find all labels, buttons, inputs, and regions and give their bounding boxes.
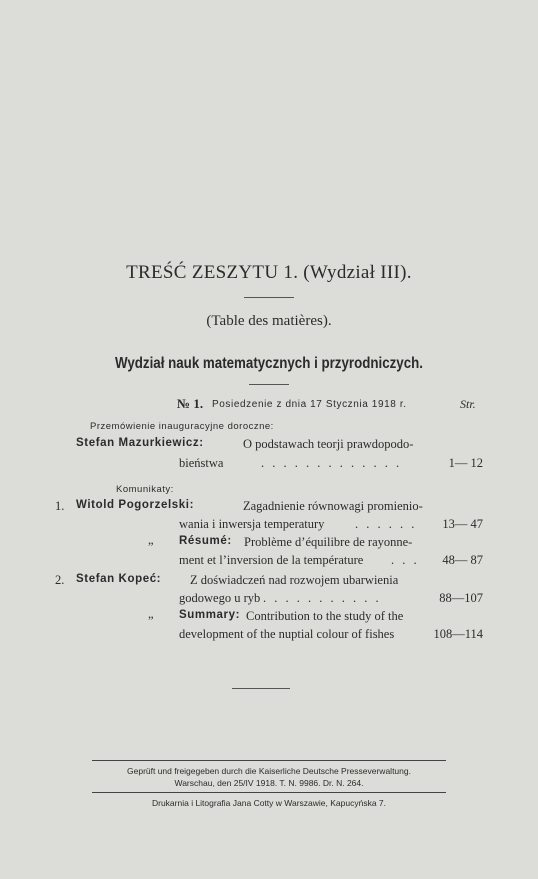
page-range: 48— 87 <box>442 553 483 567</box>
page-title: TREŚĆ ZESZYTU 1. (Wydział III). <box>126 262 412 283</box>
summary-line2: development of the nuptial colour of fishes <box>179 627 395 641</box>
leader-dots: . . . . . . . . . . . <box>263 591 382 605</box>
item-number: 1. <box>55 499 65 513</box>
page-range: 88—107 <box>439 591 483 605</box>
page-column-header: Str. <box>460 397 476 411</box>
page-range: 1— 12 <box>448 456 483 470</box>
summary-line1: Problème d’équilibre de rayonne- <box>244 535 413 549</box>
summary-line1: Contribution to the study of the <box>246 609 404 623</box>
communications-label: Komunikaty: <box>116 484 174 495</box>
leader-dots: . . . . . . . . . . . . . <box>261 456 402 470</box>
item-number: 2. <box>55 573 65 587</box>
section-divider <box>249 384 289 385</box>
footer-mid-rule <box>92 792 446 793</box>
inaugural-author: Stefan Mazurkiewicz: <box>76 437 204 449</box>
censorship-note: Geprüft und freigegeben durch die Kaiserliche Deutsche Presseverwaltung. <box>127 766 411 776</box>
leader-dots: . . . <box>391 553 420 567</box>
item-title-line2: wania i inwersja temperatury <box>179 517 325 531</box>
censorship-details: Warschau, den 25/IV 1918. T. N. 9986. Dr. N. 264. <box>174 778 364 788</box>
inaugural-label: Przemówienie inauguracyjne doroczne: <box>90 421 274 432</box>
summary-line2: ment et l’inversion de la température <box>179 553 364 567</box>
footer-top-rule <box>92 760 446 761</box>
section-heading: Wydział nauk matematycznych i przyrodniczych. <box>115 355 423 372</box>
closing-divider <box>232 688 290 689</box>
item-title-line1: Zagadnienie równowagi promienio- <box>243 499 423 513</box>
item-title-line1: Z doświadczeń nad rozwojem ubarwienia <box>190 573 399 587</box>
summary-label: Summary: <box>179 609 241 621</box>
item-author: Witold Pogorzelski: <box>76 499 194 511</box>
ditto-mark: „ <box>148 533 154 547</box>
title-divider <box>244 297 294 298</box>
ditto-mark: „ <box>148 607 154 621</box>
inaugural-title-line2: bieństwa <box>179 456 224 470</box>
page-range: 13— 47 <box>442 517 483 531</box>
leader-dots: . . . . . . <box>355 517 417 531</box>
summary-label: Résumé: <box>179 535 232 547</box>
item-title-line2: godowego u ryb <box>179 591 261 605</box>
page-range: 108—114 <box>433 627 483 641</box>
inaugural-title-line1: O podstawach teorji prawdopodo- <box>243 437 414 451</box>
issue-number: № 1. <box>177 396 204 411</box>
printer-imprint: Drukarnia i Litografia Jana Cotty w Warszawie, Kapucyńska 7. <box>151 798 386 808</box>
page-subtitle: (Table des matières). <box>206 313 332 329</box>
meeting-date: Posiedzenie z dnia 17 Stycznia 1918 r. <box>212 399 407 410</box>
item-author: Stefan Kopeć: <box>76 573 162 585</box>
